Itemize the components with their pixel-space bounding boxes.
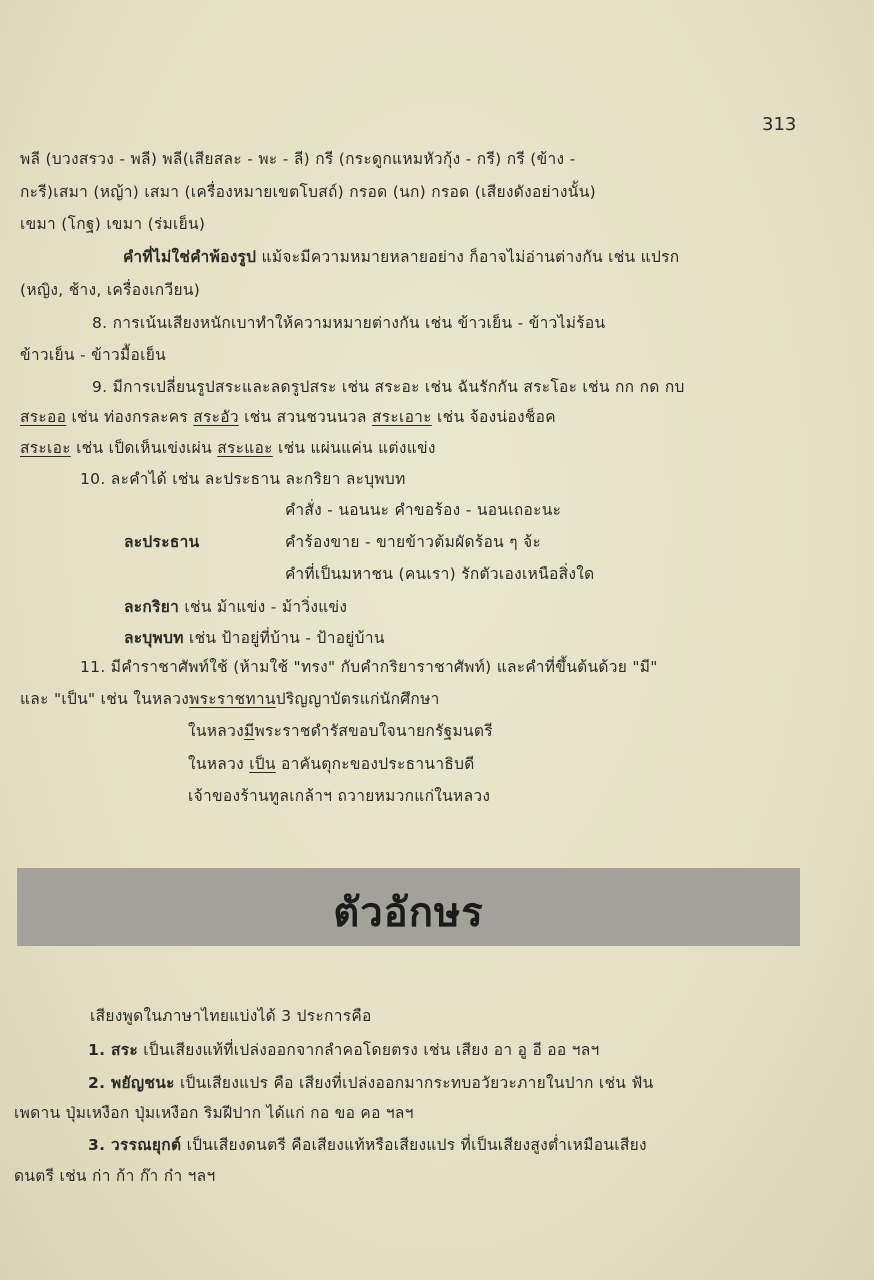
text-line — [188, 720, 493, 742]
text-span: เช่น เป็ดเห็นเข่งเผ่น — [70, 439, 218, 457]
list-item-vowel — [88, 1039, 600, 1061]
text-span: อาคันตุกะของประธานาธิบดี — [275, 755, 475, 773]
text-line: กะรี)เสมา (หญ้า) เสมา (เครื่องหมายเขตโบสถ์) กรอด (นก) กรอด (เสียงดังอย่างนั้น) — [20, 183, 596, 201]
vowel-term: สระเอะ — [20, 439, 71, 457]
text-line: พลี (บวงสรวง - พลี) พลี(เสียสละ - พะ - ลี) กรี (กระดูกแหมหัวกุ้ง - กรี) กรี (ข้าง - — [20, 150, 576, 168]
text-span: แม้จะมีความหมายหลายอย่าง ก็อาจไม่อ่านต่างกัน เช่น แปรก — [256, 248, 680, 266]
text-span: เช่น ป้าอยู่ที่บ้าน - ป้าอยู่บ้าน — [183, 629, 385, 647]
text-line — [20, 688, 440, 710]
list-label: 2. พยัญชนะ — [88, 1074, 175, 1092]
numbered-item-8: 8. การเน้นเสียงหนักเบาทำให้ความหมายต่างกัน เช่น ข้าวเย็น - ข้าวไม่ร้อน — [92, 314, 606, 332]
list-label: 1. สระ — [88, 1041, 138, 1059]
text-span: เป็นเสียงดนตรี คือเสียงแท้หรือเสียงแปร ที่เป็นเสียงสูงต่ำเหมือนเสียง — [181, 1136, 647, 1154]
text-span: เป็นเสียงแท้ที่เปล่งออกจากลำคอโดยตรง เช่น เสียง อา อู อี ออ ฯลฯ — [137, 1041, 600, 1059]
text-line: เพดาน ปุ่มเหงือก ปุ่มเหงือก ริมฝีปาก ได้แก่ กอ ขอ คอ ฯลฯ — [14, 1104, 414, 1122]
text-span: ในหลวง — [188, 755, 250, 773]
vowel-term: สระเอาะ — [371, 408, 432, 426]
term-heading: คำที่ไม่ใช่คำพ้องรูป — [123, 248, 257, 266]
vowel-term: สระออ — [20, 408, 67, 426]
section-intro: เสียงพูดในภาษาไทยแบ่งได้ 3 ประการคือ — [90, 1007, 372, 1025]
sub-label: ละกริยา — [124, 598, 180, 616]
numbered-item-9: 9. มีการเปลี่ยนรูปสระและลดรูปสระ เช่น สระอะ เช่น ฉันรักกัน สระโอะ เช่น กก กด กบ — [92, 378, 685, 396]
text-line — [188, 753, 475, 775]
sub-label: ละประธาน — [124, 533, 200, 551]
text-span: เป็นเสียงแปร คือ เสียงที่เปล่งออกมากระทบอวัยวะภายในปาก เช่น ฟัน — [174, 1074, 654, 1092]
text-line: เขมา (โกฐ) เขมา (ร่มเย็น) — [20, 215, 206, 233]
text-line — [20, 437, 436, 459]
list-label: 3. วรรณยุกต์ — [88, 1136, 182, 1154]
text-span: เช่น ท่องกรละคร — [66, 408, 194, 426]
text-line: (หญิง, ช้าง, เครื่องเกวียน) — [20, 281, 201, 299]
numbered-item-11: 11. มีคำราชาศัพท์ใช้ (ห้ามใช้ "ทรง" กับคำกริยาราชาศัพท์) และคำที่ขึ้นต้นด้วย "มี" — [80, 658, 658, 676]
text-line: ดนตรี เช่น ก่า ก้า ก๊า ก๋า ฯลฯ — [14, 1167, 216, 1185]
text-line: คำสั่ง - นอนนะ คำขอร้อง - นอนเถอะนะ — [285, 501, 562, 519]
text-line: คำที่เป็นมหาชน (คนเรา) รักตัวเองเหนือสิ่งใด — [285, 565, 595, 583]
vowel-term: สระอัว — [193, 408, 239, 426]
text-line: คำร้องขาย - ขายข้าวต้มผัดร้อน ๆ จ้ะ — [285, 533, 542, 551]
text-span: ในหลวง — [188, 722, 244, 740]
text-line — [124, 627, 385, 649]
text-line: เจ้าของร้านทูลเกล้าฯ ถวายหมวกแก่ในหลวง — [188, 787, 491, 805]
text-span: เช่น แผ่นแค่น แต่งแข่ง — [272, 439, 436, 457]
underlined-term: พระราชทาน — [189, 690, 276, 708]
text-span: เช่น ม้าแข่ง - ม้าวิ่งแข่ง — [179, 598, 348, 616]
text-span: ปริญญาบัตรแก่นักศึกษา — [275, 690, 440, 708]
underlined-term: เป็น — [249, 755, 276, 773]
text-span: และ "เป็น" เช่น ในหลวง — [20, 690, 190, 708]
text-span: เช่น จ้องน่องช็อค — [431, 408, 556, 426]
underlined-term: มี — [243, 722, 255, 740]
page-number: 313 — [762, 114, 797, 135]
text-span: พระราชดำรัสขอบใจนายกรัฐมนตรี — [254, 722, 493, 740]
text-line: ข้าวเย็น - ข้าวมื้อเย็น — [20, 346, 167, 364]
list-item-tone — [88, 1134, 647, 1156]
numbered-item-10: 10. ละคำได้ เช่น ละประธาน ละกริยา ละบุพบท — [80, 470, 406, 488]
text-line — [123, 246, 679, 268]
text-line — [20, 406, 556, 428]
vowel-term: สระแอะ — [217, 439, 273, 457]
section-banner — [17, 868, 800, 946]
text-span: เช่น สวนชวนนวล — [238, 408, 372, 426]
list-item-consonant — [88, 1072, 654, 1094]
sub-label: ละบุพบท — [124, 629, 184, 647]
section-title: ตัวอักษร — [333, 891, 484, 935]
text-line — [124, 596, 347, 618]
